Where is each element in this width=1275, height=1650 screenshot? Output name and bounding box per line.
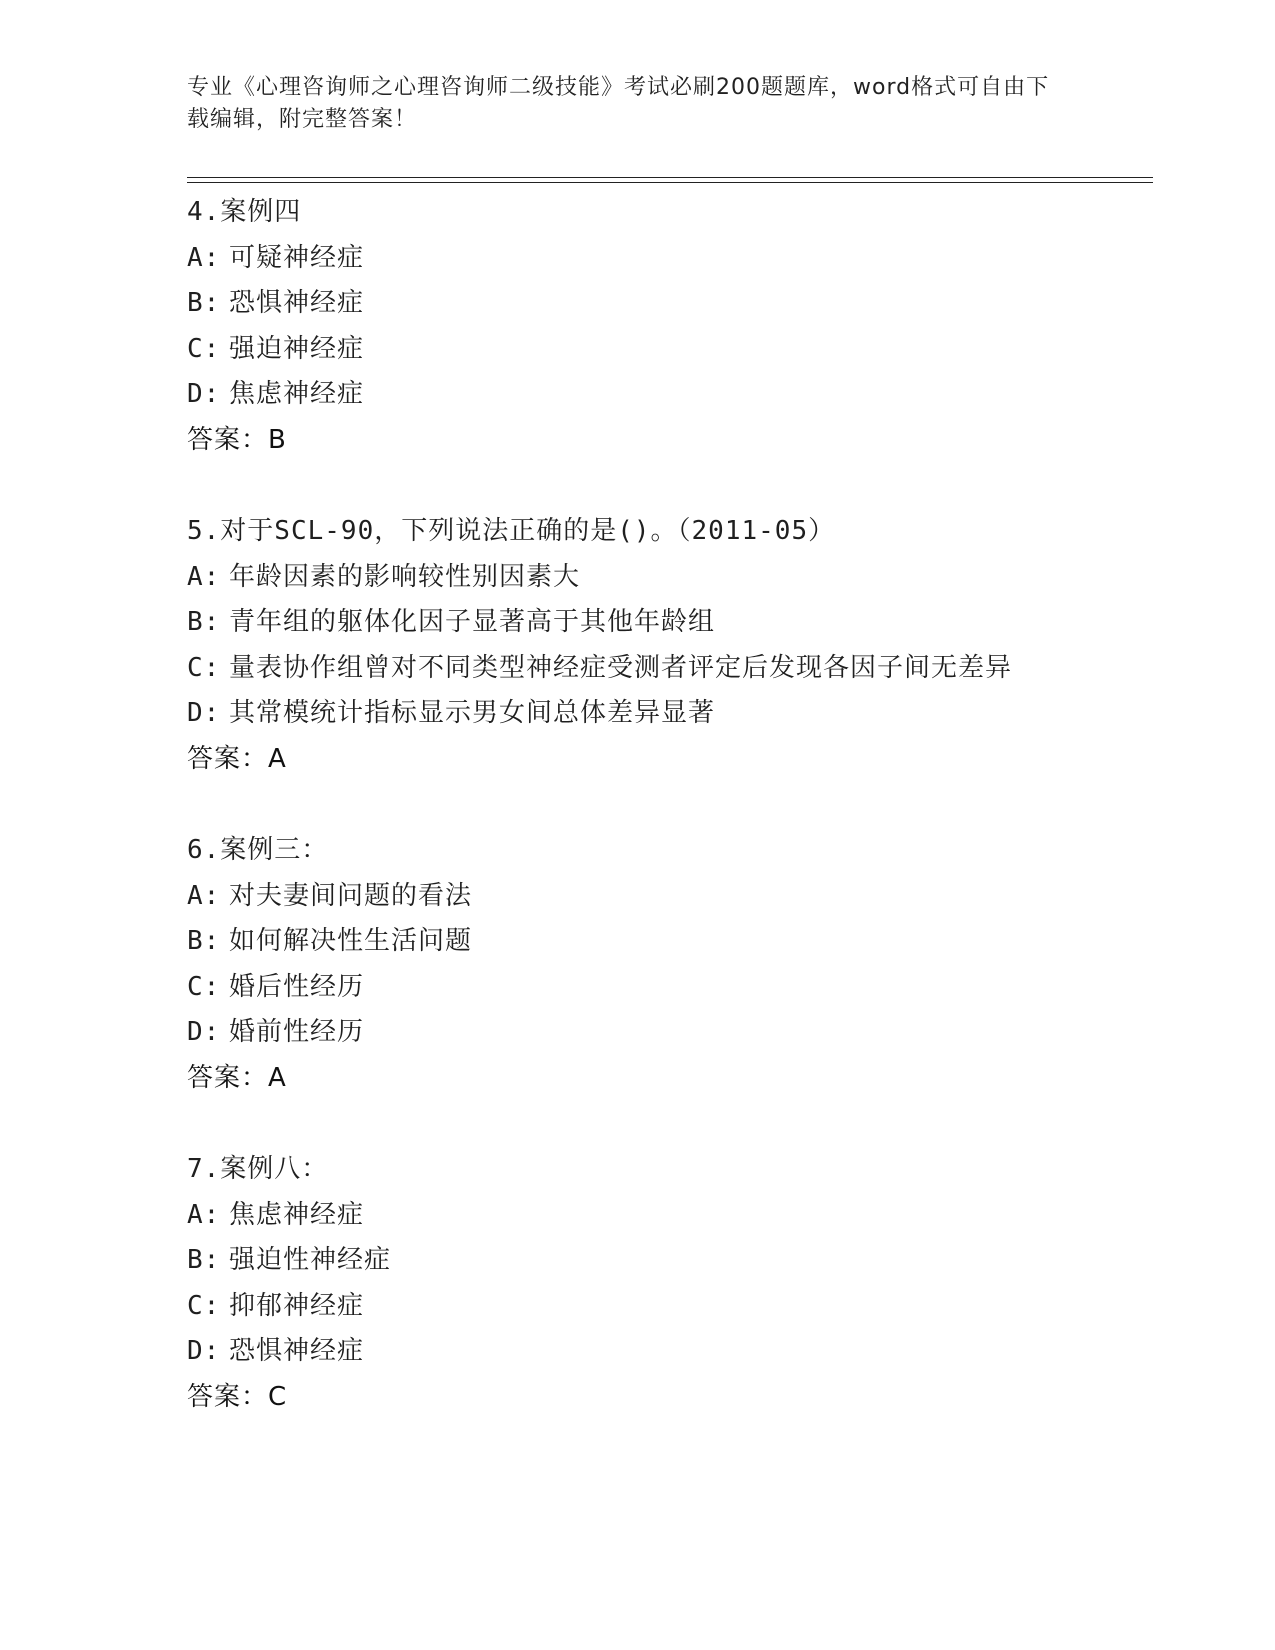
answer-line: 答案：A — [187, 743, 287, 774]
option-letter: C: — [187, 652, 221, 683]
option-text: 可疑神经症 — [229, 242, 365, 273]
option-d — [187, 372, 1153, 418]
option-letter: A: — [187, 242, 221, 273]
question-list — [187, 190, 1153, 1466]
option-a — [187, 1193, 1153, 1239]
option-c — [187, 965, 1153, 1011]
option-b — [187, 919, 1153, 965]
option-letter: D: — [187, 1336, 221, 1366]
option-letter: C: — [187, 1290, 221, 1321]
answer-line: 答案：A — [187, 1062, 287, 1093]
option-text: 抑郁神经症 — [229, 1290, 365, 1321]
option-letter: B: — [187, 1245, 221, 1275]
option-a — [187, 874, 1153, 920]
option-letter: B: — [187, 288, 221, 318]
option-text: 量表协作组曾对不同类型神经症受测者评定后发现各因子间无差异 — [229, 652, 1013, 683]
header-divider-top — [187, 177, 1153, 178]
question-item — [187, 1147, 1153, 1420]
option-letter: A: — [187, 1199, 221, 1230]
option-letter: B: — [187, 926, 221, 956]
option-text: 焦虑神经症 — [229, 379, 365, 409]
question-stem: 7.案例八： — [187, 1154, 329, 1184]
option-text: 婚前性经历 — [229, 1017, 365, 1047]
document-header: 专业《心理咨询师之心理咨询师二级技能》考试必刷200题题库，word格式可自由下载编辑，附完整答案！ — [187, 75, 1050, 132]
question-item — [187, 509, 1153, 782]
option-text: 恐惧神经症 — [229, 1336, 365, 1366]
option-letter: D: — [187, 379, 221, 409]
option-letter: C: — [187, 971, 221, 1002]
option-letter: D: — [187, 1017, 221, 1047]
option-text: 恐惧神经症 — [229, 288, 365, 318]
option-letter: D: — [187, 698, 221, 728]
option-d — [187, 1329, 1153, 1375]
option-c — [187, 327, 1153, 373]
option-c — [187, 646, 1153, 692]
header-divider-bottom — [187, 182, 1153, 183]
option-c — [187, 1284, 1153, 1330]
option-text: 强迫神经症 — [229, 333, 365, 364]
option-text: 青年组的躯体化因子显著高于其他年龄组 — [229, 607, 716, 637]
question-item — [187, 190, 1153, 463]
option-text: 对夫妻间问题的看法 — [229, 880, 473, 911]
option-letter: A: — [187, 880, 221, 911]
option-b — [187, 600, 1153, 646]
question-stem: 4.案例四 — [187, 197, 302, 227]
option-d — [187, 691, 1153, 737]
option-letter: B: — [187, 607, 221, 637]
option-text: 如何解决性生活问题 — [229, 926, 473, 956]
option-b — [187, 1238, 1153, 1284]
answer-line: 答案：C — [187, 1381, 288, 1412]
question-item — [187, 828, 1153, 1101]
option-text: 其常模统计指标显示男女间总体差异显著 — [229, 698, 716, 728]
option-text: 焦虑神经症 — [229, 1199, 365, 1230]
option-a — [187, 236, 1153, 282]
option-text: 婚后性经历 — [229, 971, 365, 1002]
option-b — [187, 281, 1153, 327]
option-a — [187, 555, 1153, 601]
question-stem: 6.案例三： — [187, 835, 329, 865]
option-d — [187, 1010, 1153, 1056]
option-letter: C: — [187, 333, 221, 364]
answer-line: 答案：B — [187, 424, 287, 455]
option-text: 年龄因素的影响较性别因素大 — [229, 561, 581, 592]
question-stem: 5.对于SCL-90，下列说法正确的是()。（2011-05） — [187, 516, 836, 546]
option-letter: A: — [187, 561, 221, 592]
option-text: 强迫性神经症 — [229, 1245, 392, 1275]
